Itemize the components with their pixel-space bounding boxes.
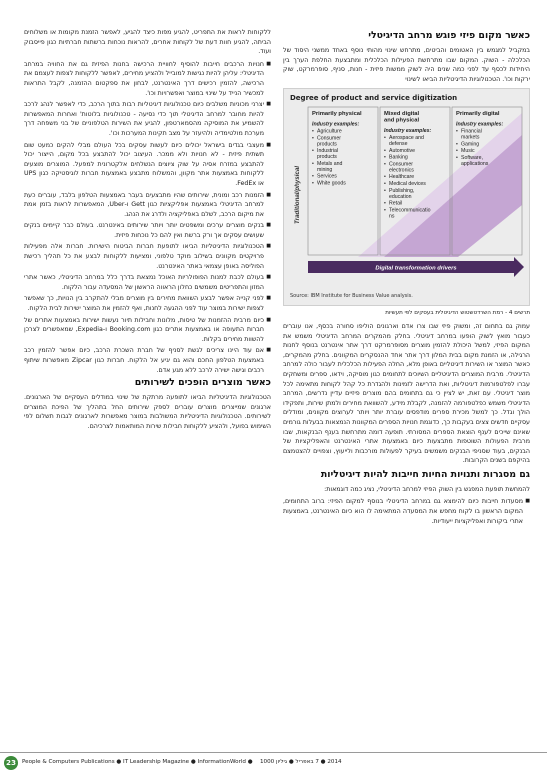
bullet-mark: • (384, 174, 386, 181)
column-item: Publishing, (389, 188, 415, 195)
column-item: Healthcare (389, 174, 415, 181)
left-column (24, 28, 271, 435)
issue-date: 2014 ● 7 באפריל ● גיליון 1000 (260, 759, 342, 765)
bullet-mark: • (384, 161, 386, 168)
heading-products-become-services: כאשר מוצרים הופכים לשירותים (134, 377, 271, 389)
bullet-mark: • (384, 188, 386, 195)
bullet-mark: • (312, 161, 314, 168)
list-item: ■ הזמנות רכב ומונית, שירותים שהיו מתבצעים בעבר באמצעות הטלפון בלבד, עוברים כעת למרחב הדיגיטלי באמצעות אפליקציות כגון Gett ו-Uber, המאפשרות לראות בזמן אמת את מיקום הרכב, לשלם באפליקציה ולדרג את הנהג. (24, 191, 271, 220)
column-item: applications (461, 161, 489, 168)
column-title: Mixed digital (384, 111, 420, 118)
page-footer (0, 752, 547, 771)
figure-caption: תרשים 4 - רמת השרדטשטוש הדיגיטלית בעסקים לפי תעשיות (385, 310, 530, 317)
column-item: markets (461, 134, 480, 141)
column-item: Gaming (461, 141, 480, 148)
list-item: ■ מסעדות חייבות כיום להימצא גם במרחב הדיגיטלי בנוסף למקום הפיזי: ברוב התחומים, המקום הראשון בו לקוח מחפש את המסעדה המתאימה לו הוא כיום האינטרנט, באמצעות אתרי ביקורות ואפליקציות ייעודיות. (283, 497, 530, 526)
column-item: mining (317, 167, 333, 174)
bullet-mark: • (456, 155, 458, 162)
column-item: education (389, 194, 412, 201)
bullet-mark: • (384, 181, 386, 188)
page-number-badge: 23 (4, 756, 18, 770)
bullet-mark: • (456, 128, 458, 135)
list-item: ■ חנויות הרכבים חייבות להוסיף לחוויית הרכישה בחנות הפיזית גם את החוויה במרחב הדיגיטלי: עליהן להיות נגישות למובייל ולהציע מחירים, לאפשר ללקוחות לצפות לעצמם את הרכישה, להזמין רכישים דרך האינטרנט, לבחון את ספקטום ההזמנה, לקבל התראות למכשיר הנייד על שינוי במוצר ואפשרויות וכו'. (24, 60, 271, 98)
bullet-mark: • (384, 200, 386, 207)
bullet-mark: • (312, 148, 314, 155)
bullet-mark: • (312, 135, 314, 142)
column-item: Agriculture (317, 128, 342, 135)
intro-paragraph-left: ללקוחות לראות את התפריט, להגיע מפות כיצד להגיע, לאפשר הזמנת מקומות או משלוחים הביתה, להגיע חוות דעת של לקוחות אחרים, להראות נוכחות ברשתות חברתיות כגון פייסבוק ועוד. (24, 29, 271, 56)
column-item: Industrial (317, 148, 339, 155)
column-item: White goods (317, 180, 346, 187)
column-item: Financial (461, 128, 482, 135)
body-paragraph-2: להמחשת תופעת המפגש בין השוק הפיזי למרחב הדיגיטלי, נציג כמה דוגמאות: (324, 485, 530, 493)
figure-diagram (288, 105, 527, 291)
body-paragraph: עמוק גם בתחום זה, ומשוק פיזי שבו צרו אדם וארגונים הוליפו סחורה בכסף, אנו עוברים כעבור מואץ לשוק הופעו במרחב דיגיטלי. בחלק מהמקרים המרחב הדיגיטלי משמש את המקום הפיזי, למשל היכולת להזמין מוצרים מסופרמרקט דרך אתר אינטרנט בנוסף לחנות הרגילה, או הזמנת מקום בבית המלון דרך אתר אחד ההנסקרים המקוונים. בחלק מהמקרים, כאשר המוצר או השירות דיגיטליים באופן מלא, החלה הפעילות הכלכלית לעבור כולה למרחב הדיגיטלי. מרבית המוצרים הדיגיטליים השיוכים לתחומים כגון מוסיקה, וידאו, ספרים ומשחקים עברו לפלטפורמות דיגיטליות, ואת הדרישה לזמינות ולהגדרת כל קהל לקוחות מתאימה לכל מוצר דיגיטלי. עם זאת, יש לציין כי גם בתחומים בהם מוצרים פיזיים עדיין נדרשים, המרחב הדיגיטלי משמש כפלטפורמה להזמנה, לקבלת מידע, להשוואת מחירים ולמתן שירות, ותפקידו הולך וגדל. כך למשל מכירת ספרים מודפסים עוברת יותר ויותר לערוצים מקוונים, ומודלים עסקיים חדשים צצים בעקבות כך, כדוגמת חנויות הספרים המקוונות הנמצאות בבעלות גורמים שאינם שייכים לענף הוצאת הספרים המסורתי. תופעה דומה מתרחשת בענף הבנקאות, שבו מרבית הפעולות השוטפות מתבצעות כיום באמצעות אתרי האינטרנט והאפליקציות של הבנקים, בעוד שסניפי הבנקים משמשים בעיקר לפעולות מורכבות ולייעוץ, וצפויים להצטמצם בהיקפם בשנים הקרובות. (283, 322, 530, 465)
body-paragraph-left: הטכנולוגיות הדיגיטליות הביאו לתופעה מרתקת של שינוי במודלים העסקיים של הארגונים. ארגונים שמייצרים מוצרים עוברים לספק שירותים החל בתהליך של הפיכת המוצרים לשירותים. הטכנולוגיות הדיגיטליות המשולבות במוצר מאפשרות לארגונים לגבות תשלום לפי השימוש בפועל, ולהציע ללקוחות חבילות שירות המותאמות לצרכיהם. (24, 394, 271, 430)
bullet-list-right (283, 497, 530, 526)
bullet-list-left (24, 60, 271, 375)
column-item: Consumer (389, 161, 413, 168)
column-item: Metals and (317, 161, 343, 168)
examples-label: Industry examples: (384, 128, 432, 135)
column-item: Consumer (317, 135, 341, 142)
bullet-mark: • (456, 141, 458, 148)
column-item: products (317, 141, 337, 148)
bullet-mark: • (384, 154, 386, 161)
y-axis-label: Traditional/physical (294, 166, 301, 225)
column-item: electronics (389, 167, 414, 174)
bullet-mark: • (312, 180, 314, 187)
heading-stores-must-be-digital: גם מסגרות ותנויות החיות חייבות להיות דיגיטליות (320, 468, 530, 480)
bullet-mark: • (384, 148, 386, 155)
column-item: Services (317, 174, 337, 181)
publication-line: People & Computers Publications ● IT Leadership Magazine ● InformationWorld ● (22, 759, 253, 765)
bullet-mark: • (384, 135, 386, 142)
figure-digitization (283, 88, 530, 306)
column-item: ns (389, 213, 395, 220)
column-title: Primarily digital (456, 111, 500, 118)
column-item: Medical devices (389, 181, 426, 188)
heading-physical-meets-digital: כאשר מקום פיזי פוגש מרחב הדיגיטלי (368, 30, 530, 41)
column-item: Retail (389, 200, 403, 207)
list-item: ■ כיום מרבית ההזמנות של טיסות, מלונות וחבילות תיור נעשות ישירות באמצעות אתרים של חברות התעופה או באמצעות אתרים כגון Booking.com ו-Expedia, שמאפשרים לצרכן להשוות מחירים בקלות. (24, 316, 271, 345)
column-item: Automotive (389, 148, 415, 155)
column-item: Software, (461, 155, 483, 162)
bullet-mark: • (384, 207, 386, 214)
column-title: and physical (384, 117, 420, 124)
column-item: Telecommunicatio (389, 207, 431, 214)
intro-paragraph: במקביל למגמש בין האטומים והביטים, מתרחש שינוי מהותי נוסף באחד ממשני היסוד של הכלכלה - השוק. המקום שבו מתרחשת הפעילות הכלכלית ומתבצעת החלפת הערך בין היחידות לכסף עד לפני כמה שנים היה לשוק ממשות פיזית - חנות, סניף, סופרמרקט, שוק ירקות וכו'. הטכנולוגיות הדיגיטליות הביאו לשינוי (283, 47, 530, 83)
list-item: ■ בעולם לכבת למנות הפופולריות האוכל נמצאת בדרך כלל במרחב הדיגיטלי, כאשר אתרי המזון והתפריטים משמשים כחלון הראווה הראשון של המסעדה עבור הלקוח. (24, 273, 271, 292)
examples-label: Industry examples: (456, 121, 504, 128)
figure-title: Degree of product and service digitization (290, 94, 458, 103)
list-item: ■ לפני קנייה אפשר לבצע השוואת מחירים בין מוצרים מבלי להתקרב בין הנויות, כך שאפשר לצפות ישירות במוצר עוד לפני ההגעה לחנות, ואף להזמין את המוצר ישירות לבית הלקוח. (24, 294, 271, 313)
list-item: ■ אם עוד היינו צריכים לגשת לסניף של חברת השכרת הרכב, כיום אפשר להזמין רכב באמצעות הטלפון החכם והוא גם יגיע אל הלקוח. חברות כגון Zipcar מאפשרות שיתוף רכבים וגישה ישירה לרכב ללא מגע אדם. (24, 346, 271, 375)
bullet-mark: • (312, 128, 314, 135)
bullet-mark: • (456, 148, 458, 155)
bullet-mark: • (312, 174, 314, 181)
right-column (283, 28, 530, 528)
column-item: Aerospace and (389, 135, 424, 142)
list-item: ■ בנקים מוצרים ערכים ומשפטים יותר ויותר שירותים באינטרנט. בעולם כבר קיימים בנקים שעושים עסקים אך ורק ברשת ואין להם כל נוכחות פיזית. (24, 221, 271, 240)
column-title: Primarily physical (312, 111, 362, 118)
figure-source: Source: IBM Institute for Business Value analysis. (290, 292, 413, 299)
examples-label: Industry examples: (312, 121, 360, 128)
list-item: ■ מעצבי בגדים בישראל יכולים כיום לעשות עסקים בכל העולם מבלי להקים כמעט שום תשתית פיזית - לא חנויות ולא ממכר. העיצוב יכול להתבצע בכל מקום, הייצור יכול להתבצע במזרח אסיה על שוק ציוצים הנשלחים אלקטרונית למפעל. המוצרים מוצעים ללקוחות באמצעות אתר מקוון, והמשלוח מתבצע באמצעות חברות לוגיסטיקה כגון UPS או FedEx. (24, 141, 271, 189)
column-item: defense (389, 141, 408, 148)
list-item: ■ יצרני מכוניות משלבים כיום טכנולוגיות דיגיטליות רבות בתוך הרכב, כדי לאפשר לנהג לרכב להיות מחובר למרחב הדיגיטלי תוך כדי נסיעה - טכנולוגיות בלוטות' ואחרות המאפשרות להשמיע את המוסיקה מהסמארטפון, להגיע את השירות הטלפוניים של בני משפחה דרך מערכת מולטימדיה ולהיעזר על מצב תקינות המערכות וכו'. (24, 100, 271, 138)
column-item: Banking (389, 154, 408, 161)
x-axis-label: Digital transformation drivers (375, 265, 457, 272)
column-item: products (317, 154, 337, 161)
column-item: Music (461, 148, 475, 155)
list-item: ■ הטכנולוגיות הדיגיטליות הביאו לתופעת חברות הביטוח הישירות. חברות אלה מפעילות פרויקטים מקוונים בשילוב מוקד טלפוני, ומציעות ללקוחות לבצע את כל תהליך רכישת הפוליסה באופן עצמאי באתר האינטרנט. (24, 242, 271, 271)
